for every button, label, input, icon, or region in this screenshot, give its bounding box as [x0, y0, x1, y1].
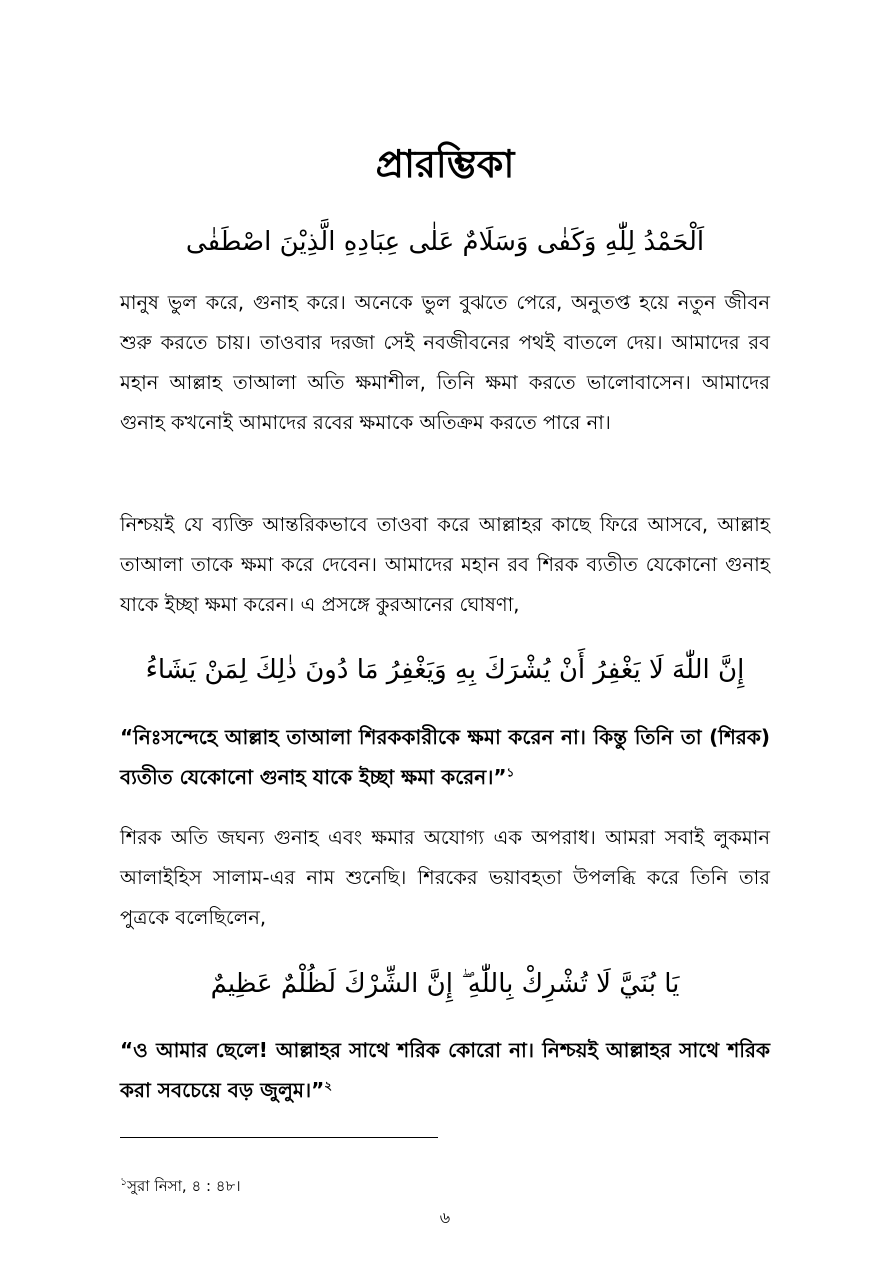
footnote-text: সুরা নিসা, ৪ : ৪৮। — [127, 1177, 241, 1195]
footnote-ref-1[interactable]: ১ — [506, 765, 515, 780]
translation-quote-2 — [120, 1030, 770, 1110]
arabic-doxology: اَلْحَمْدُ لِلّٰهِ وَكَفٰى وَسَلَامٌ عَلٰى عِبَادِهِ الَّذِيْنَ اصْطَفٰى — [185, 227, 705, 257]
arabic-quran-verse-1: إِنَّ اللّٰهَ لَا يَغْفِرُ أَنْ يُشْرَكَ بِهِ وَيَغْفِرُ مَا دُونَ ذٰلِكَ لِمَنْ يَشَاءُ — [145, 655, 745, 685]
footnote-1 — [120, 1174, 770, 1198]
paragraph-intro: মানুষ ভুল করে, গুনাহ করে। অনেকে ভুল বুঝতে পেরে, অনুতপ্ত হয়ে নতুন জীবন শুরু করতে চায়। তাওবার দরজা সেই নবজীবনের পথই বাতলে দেয়। আমাদের রব মহান আল্লাহ তাআলা অতি ক্ষমাশীল, তিনি ক্ষমা করতে ভালোবাসেন। আমাদের গুনাহ কখনোই আমাদের রবের ক্ষমাকে অতিক্রম করতে পারে না। — [120, 291, 770, 434]
footnote-mark: ১ — [120, 1175, 128, 1188]
paragraph-shirk: শিরক অতি জঘন্য গুনাহ এবং ক্ষমার অযোগ্য এক অপরাধ। আমরা সবাই লুকমান আলাইহিস সালাম-এর নাম শুনেছি। শিরকের ভয়াবহতা উপলব্ধি করে তিনি তার পুত্রকে বলেছিলেন, — [120, 826, 770, 929]
footnote-ref-2[interactable]: ২ — [324, 1078, 333, 1093]
paragraph-repentance: নিশ্চয়ই যে ব্যক্তি আন্তরিকভাবে তাওবা করে আল্লাহর কাছে ফিরে আসবে, আল্লাহ তাআলা তাকে ক্ষমা করে দেবেন। আমাদের মহান রব শিরক ব্যতীত যেকোনো গুনাহ যাকে ইচ্ছা ক্ষমা করেন। এ প্রসঙ্গে কুরআনের ঘোষণা, — [120, 513, 770, 616]
translation-quote-1 — [120, 717, 770, 797]
translation-quote-1-text: “নিঃসন্দেহে আল্লাহ তাআলা শিরককারীকে ক্ষমা করেন না। কিন্তু তিনি তা (শিরক) ব্যতীত যেকোনো গুনাহ যাকে ইচ্ছা ক্ষমা করেন।” — [120, 725, 770, 789]
page-title: প্রারম্ভিকা — [375, 142, 515, 186]
document-page — [120, 0, 770, 1267]
footnote-divider — [120, 1137, 438, 1138]
page-number: ৬ — [439, 1208, 451, 1227]
arabic-quran-verse-2: يَا بُنَيَّ لَا تُشْرِكْ بِاللّٰهِ ۖ إِنَّ الشِّرْكَ لَظُلْمٌ عَظِيمٌ — [210, 969, 680, 999]
translation-quote-2-text: “ও আমার ছেলে! আল্লাহর সাথে শরিক কোরো না। নিশ্চয়ই আল্লাহর সাথে শরিক করা সবচেয়ে বড় জুলুম।” — [120, 1038, 770, 1102]
